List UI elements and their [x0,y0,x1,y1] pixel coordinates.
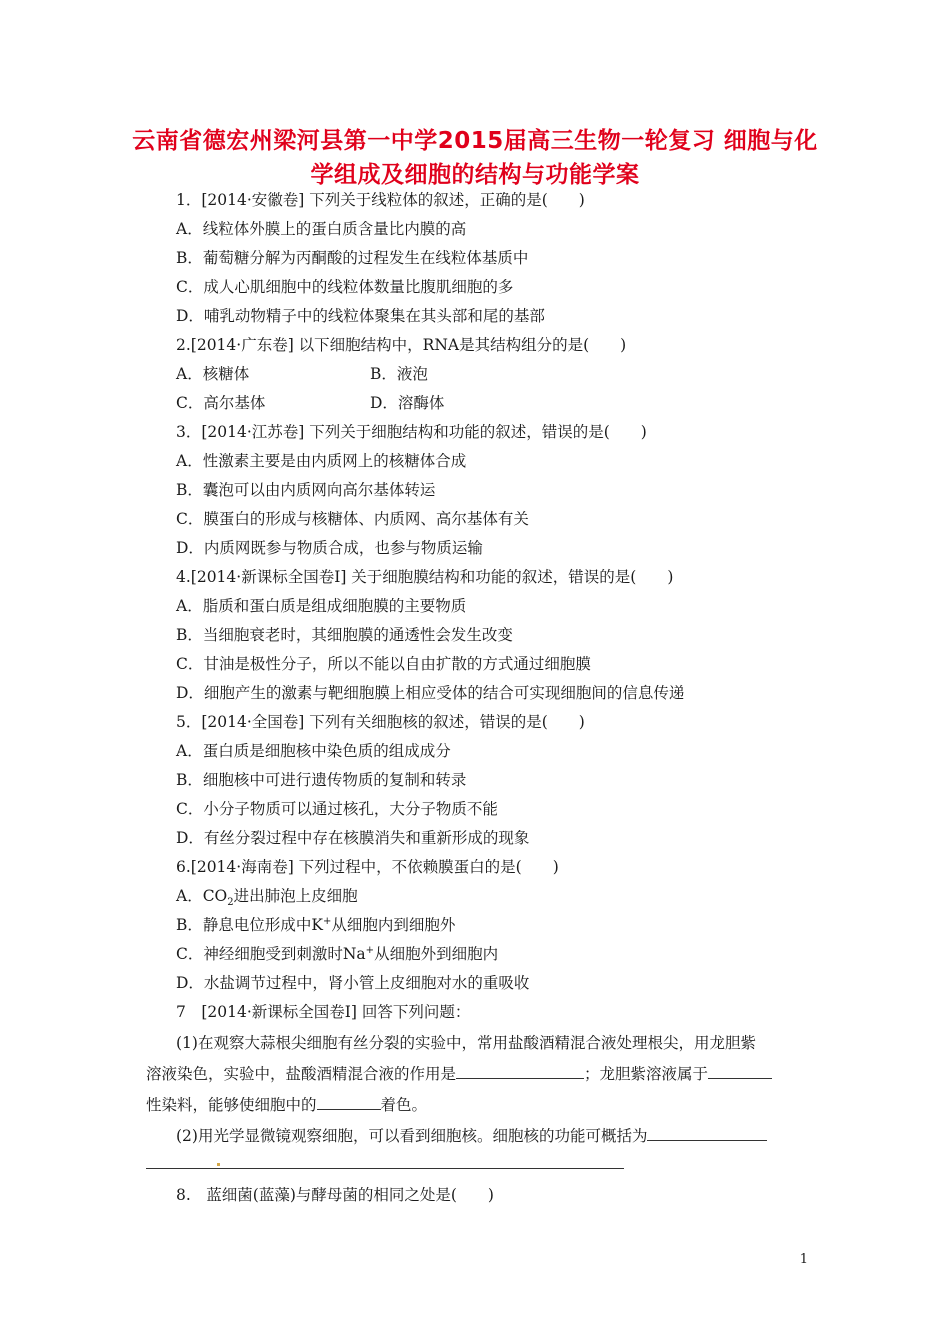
question-4-option-d: D．细胞产生的激素与靶细胞膜上相应受体的结合可实现细胞间的信息传递 [176,684,685,702]
question-4-stem: 4.[2014·新课标全国卷Ⅰ] 关于细胞膜结构和功能的叙述，错误的是( ) [176,568,674,586]
answer-blank-1[interactable] [456,1064,584,1079]
q6-b-sup: + [322,915,332,927]
stray-mark [217,1163,220,1166]
q7-line2-text-a: 溶液染色，实验中，盐酸酒精混合液的作用是 [146,1065,457,1083]
question-4-option-b: B．当细胞衰老时，其细胞膜的通透性会发生改变 [176,626,513,644]
q7-line2-text-b: ；龙胆紫溶液属于 [584,1065,709,1083]
question-2-option-a: A．核糖体 [176,365,250,383]
question-7-part-2-line-1 [176,1124,767,1146]
q7-part2-text: (2)用光学显微镜观察细胞，可以看到细胞核。细胞核的功能可概括为 [176,1127,648,1145]
question-4-option-c: C．甘油是极性分子，所以不能以自由扩散的方式通过细胞膜 [176,655,591,673]
question-6-option-c [176,942,498,964]
q6-c-sup: + [365,944,375,956]
question-3-option-d: D．内质网既参与物质合成，也参与物质运输 [176,539,483,557]
question-4-option-a: A．脂质和蛋白质是组成细胞膜的主要物质 [176,597,467,615]
q6-a-post: 进出肺泡上皮细胞 [233,887,358,905]
title-line-1: 云南省德宏州梁河县第一中学2015届高三生物一轮复习 细胞与化 [132,128,818,154]
question-7-stem: 7 [2014·新课标全国卷Ⅰ] 回答下列问题： [176,1003,471,1021]
question-3-option-a: A．性激素主要是由内质网上的核糖体合成 [176,452,467,470]
answer-blank-4[interactable] [647,1126,767,1141]
question-8-stem: 8. 蓝细菌(蓝藻)与酵母菌的相同之处是( ) [176,1186,494,1204]
question-5-option-a: A．蛋白质是细胞核中染色质的组成成分 [176,742,451,760]
title-line-2: 学组成及细胞的结构与功能学案 [310,162,640,188]
question-2-option-c: C．高尔基体 [176,394,266,412]
question-7-part-1-line-2 [146,1062,772,1084]
question-7-part-1-line-3 [146,1093,427,1115]
answer-blank-5[interactable] [146,1168,624,1169]
question-2-option-b: B．液泡 [370,365,428,383]
q7-line3-text-b: 着色。 [380,1096,428,1114]
question-5-option-c: C．小分子物质可以通过核孔，大分子物质不能 [176,800,498,818]
question-3-option-b: B．囊泡可以由内质网向高尔基体转运 [176,481,436,499]
question-5-option-b: B．细胞核中可进行遗传物质的复制和转录 [176,771,467,789]
q6-b-post: 从细胞内到细胞外 [331,916,456,934]
question-7-part-1-line-1: (1)在观察大蒜根尖细胞有丝分裂的实验中，常用盐酸酒精混合液处理根尖，用龙胆紫 [176,1034,756,1052]
question-6-stem: 6.[2014·海南卷] 下列过程中，不依赖膜蛋白的是( ) [176,858,559,876]
question-1-option-c: C．成人心肌细胞中的线粒体数量比腹肌细胞的多 [176,278,514,296]
q6-a-pre: A．CO [176,887,228,905]
question-6-option-d: D．水盐调节过程中，肾小管上皮细胞对水的重吸收 [176,974,530,992]
question-2-stem: 2.[2014·广东卷] 以下细胞结构中，RNA是其结构组分的是( ) [176,336,627,354]
question-3-stem: 3．[2014·江苏卷] 下列关于细胞结构和功能的叙述，错误的是( ) [176,423,647,441]
question-6-option-b [176,913,455,935]
answer-blank-3[interactable] [317,1095,381,1110]
question-5-option-d: D．有丝分裂过程中存在核膜消失和重新形成的现象 [176,829,530,847]
q6-c-post: 从细胞外到细胞内 [374,945,499,963]
question-1-option-a: A．线粒体外膜上的蛋白质含量比内膜的高 [176,220,467,238]
question-6-option-a [176,884,358,908]
question-1-option-b: B．葡萄糖分解为丙酮酸的过程发生在线粒体基质中 [176,249,529,267]
question-1-option-d: D．哺乳动物精子中的线粒体聚集在其头部和尾的基部 [176,307,545,325]
page-number: 1 [799,1252,808,1267]
q7-line3-text-a: 性染料，能够使细胞中的 [146,1096,317,1114]
answer-blank-2[interactable] [708,1064,772,1079]
question-2-option-d: D．溶酶体 [370,394,445,412]
q6-b-pre: B．静息电位形成中K [176,916,323,934]
q6-a-sub: 2 [227,897,234,909]
q6-c-pre: C．神经细胞受到刺激时Na [176,945,366,963]
question-5-stem: 5．[2014·全国卷] 下列有关细胞核的叙述，错误的是( ) [176,713,585,731]
question-1-stem: 1．[2014·安徽卷] 下列关于线粒体的叙述，正确的是( ) [176,191,585,209]
question-3-option-c: C．膜蛋白的形成与核糖体、内质网、高尔基体有关 [176,510,529,528]
